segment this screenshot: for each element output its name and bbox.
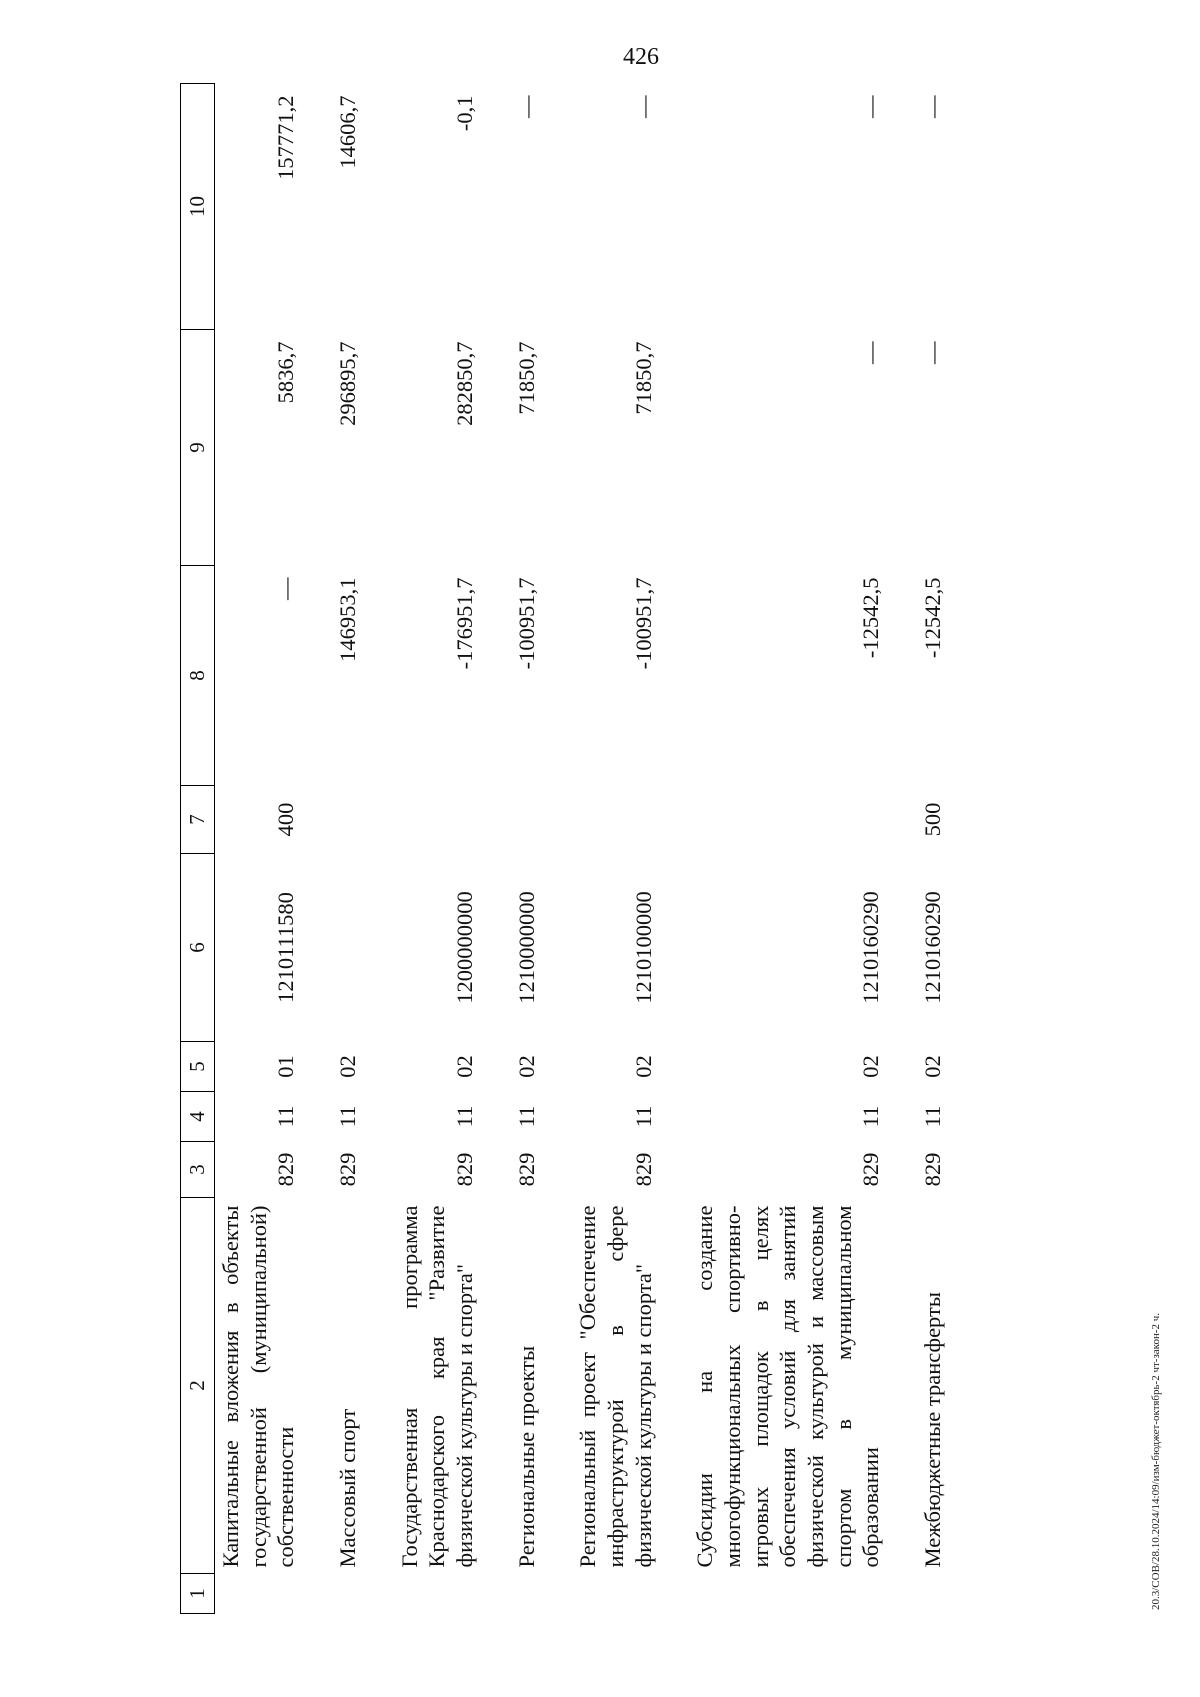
cell-code: 02	[920, 1055, 946, 1078]
cell-code: 02	[335, 1055, 361, 1078]
cell-code	[540, 786, 657, 854]
cell-code: 400	[273, 802, 299, 837]
cell-amount: 5836,7	[273, 341, 299, 404]
cell-amount: -100951,7	[513, 577, 539, 670]
cell-code: 829	[452, 1152, 478, 1187]
table-header-row	[181, 84, 215, 1614]
table-row	[215, 84, 301, 1614]
cell-amount: -12542,5	[920, 577, 946, 659]
cell-code: 02	[858, 1055, 884, 1078]
cell-amount: —	[273, 577, 299, 600]
cell-code: 11	[630, 1105, 656, 1128]
cell-col1	[885, 1574, 947, 1614]
cell-code: 829	[273, 1152, 299, 1187]
page-number: 426	[623, 44, 659, 70]
cell-code: 01	[273, 1055, 299, 1078]
cell-name: Субсидии на создание многофункциональных спортивно-игровых площадок в целях обеспечения условий для занятий физической культурой и массовым спортом в муниципальном образовании	[692, 1205, 884, 1568]
cell-amount: 282850,7	[452, 341, 478, 426]
cell-code	[657, 786, 885, 854]
cell-amount: —	[920, 95, 946, 118]
cell-code: 500	[920, 802, 946, 837]
cell-code: 11	[273, 1105, 299, 1128]
cell-amount: 71850,7	[513, 341, 539, 415]
cell-name: Массовый спорт	[335, 1408, 361, 1568]
cell-code: 829	[513, 1152, 539, 1187]
cell-col1	[540, 1574, 657, 1614]
column-header: 8	[181, 566, 215, 786]
cell-code: 1210100000	[630, 891, 656, 1004]
table-row	[479, 84, 541, 1614]
cell-code: 829	[858, 1152, 884, 1187]
cell-amount: —	[920, 341, 946, 364]
column-header: 1	[181, 1574, 215, 1614]
cell-code: 829	[630, 1152, 656, 1187]
cell-col1	[215, 1574, 301, 1614]
column-header: 6	[181, 854, 215, 1042]
cell-name: Капитальные вложения в объекты государственной (муниципальной) собственности	[218, 1205, 299, 1568]
cell-code: 1210000000	[513, 891, 539, 1004]
column-header: 2	[181, 1198, 215, 1574]
cell-code	[300, 786, 362, 854]
cell-code: 1200000000	[452, 891, 478, 1004]
table-row	[362, 84, 479, 1614]
cell-code: 1210160290	[858, 891, 884, 1004]
cell-amount: -0,1	[452, 95, 478, 132]
budget-table-rotated	[180, 84, 980, 1614]
cell-col1	[362, 1574, 479, 1614]
cell-amount: 296895,7	[335, 341, 361, 426]
cell-name: Межбюджетные трансферты	[920, 1292, 946, 1568]
cell-name: Региональные проекты	[513, 1345, 539, 1568]
cell-amount: -176951,7	[452, 577, 478, 670]
cell-code: 829	[335, 1152, 361, 1187]
cell-code: 02	[513, 1055, 539, 1078]
column-header: 4	[181, 1092, 215, 1142]
column-header: 10	[181, 84, 215, 330]
cell-amount: -12542,5	[858, 577, 884, 659]
cell-amount: 146953,1	[335, 577, 361, 662]
cell-code	[362, 786, 479, 854]
cell-code: 11	[920, 1105, 946, 1128]
cell-amount: 157771,2	[273, 95, 299, 180]
column-header: 3	[181, 1142, 215, 1198]
cell-amount: —	[858, 95, 884, 118]
cell-amount: —	[513, 95, 539, 118]
cell-amount: —	[858, 341, 884, 364]
table-row	[300, 84, 362, 1614]
cell-code: 11	[452, 1105, 478, 1128]
cell-code: 11	[335, 1105, 361, 1128]
cell-amount: 71850,7	[630, 341, 656, 415]
cell-code: 11	[858, 1105, 884, 1128]
column-header: 9	[181, 330, 215, 566]
cell-code	[300, 854, 362, 1042]
cell-code: 02	[452, 1055, 478, 1078]
cell-code: 02	[630, 1055, 656, 1078]
cell-col1	[300, 1574, 362, 1614]
cell-code	[479, 786, 541, 854]
cell-col1	[479, 1574, 541, 1614]
footer-filename: 20.3/СОВ/28.10.2024/14:09/изм-бюджет-октябрь-2 чт-закон-2 ч.	[1150, 1312, 1162, 1610]
cell-code: 829	[920, 1152, 946, 1187]
column-header: 5	[181, 1042, 215, 1092]
cell-amount: 14606,7	[335, 95, 361, 169]
table-row	[540, 84, 657, 1614]
budget-table	[180, 83, 947, 1614]
column-header: 7	[181, 786, 215, 854]
cell-name: Региональный проект "Обеспечение инфраструктурой в сфере физической культуры и спорта"	[575, 1205, 656, 1568]
cell-col1	[657, 1574, 885, 1614]
cell-name: Государственная программа Краснодарского края "Развитие физической культуры и спорта"	[396, 1205, 478, 1568]
table-row	[657, 84, 885, 1614]
cell-code: 1210111580	[273, 892, 299, 1003]
cell-amount: -100951,7	[630, 577, 656, 670]
cell-code: 1210160290	[920, 891, 946, 1004]
table-row	[885, 84, 947, 1614]
cell-amount: —	[630, 95, 656, 118]
cell-code: 11	[513, 1105, 539, 1128]
